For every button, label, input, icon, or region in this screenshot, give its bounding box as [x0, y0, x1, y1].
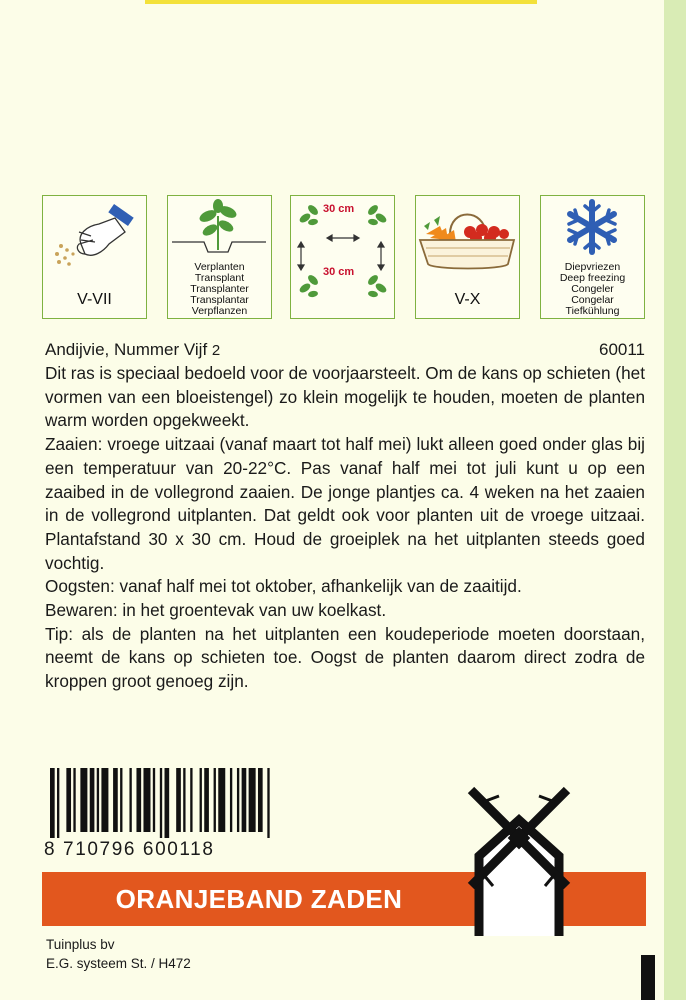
harvest-basket-icon	[416, 196, 518, 284]
barcode-bar	[214, 768, 216, 832]
barcode-bar	[165, 768, 170, 838]
transplant-icon-box	[167, 195, 272, 319]
barcode-bar	[120, 768, 122, 832]
right-edge-strip	[664, 0, 686, 1000]
transplant-label: Transplanter	[190, 283, 249, 295]
barcode-bar	[129, 768, 131, 832]
freezing-labels	[541, 262, 644, 317]
brand-name: ORANJEBAND ZADEN	[115, 884, 403, 914]
barcode-bar	[242, 768, 247, 832]
transplant-label: Transplant	[194, 272, 245, 284]
barcode-bar	[218, 768, 225, 832]
tip-text: : als de planten na het uitplanten een koudeperiode moeten doorstaan, neemt de kans op schieten toe. Oogst de planten daarom direct zodra de kroppen groot genoeg zijn.	[45, 623, 645, 692]
intro-paragraph: Dit ras is speciaal bedoeld voor de voorjaarsteelt. Om de kans op schieten (het vormen van een bloeistengel) zo klein mogelijk te houden, moeten de planten warm worden opgekweekt.	[45, 363, 645, 431]
product-title	[45, 340, 220, 360]
barcode-bar	[73, 768, 75, 832]
barcode-bar	[160, 768, 162, 838]
barcode-bar	[183, 768, 185, 832]
transplant-label: Verpflanzen	[191, 305, 248, 317]
storage-text: : in het groentevak van uw koelkast.	[112, 600, 387, 621]
product-name: Andijvie, Nummer Vijf	[45, 340, 208, 359]
windmill-logo	[463, 786, 575, 936]
sowing-period: V-VII	[77, 291, 112, 308]
freezing-label: Congelar	[571, 294, 614, 306]
instructions	[45, 362, 645, 694]
sowing-text: : vroege uitzaai (vanaf maart tot half mei) lukt alleen goed onder glas bij een temperatuur van 20-22°C. Pas vanaf half mei tot juli kunt u op een zaaibed in de vollegrond zaaien. De jonge plantjes ca. 4 weken na het zaaien in de vollegrond uitplanten. Dat geldt ook voor planten uit de vroege uitzaai. Plantafstand 30 x 30 cm. Houd de groeiplek na het uitplanten steeds goed vochtig.	[45, 434, 645, 573]
barcode-bar	[97, 768, 99, 832]
barcode-bar	[136, 768, 141, 832]
barcode-bar	[204, 768, 209, 832]
barcode-bar	[249, 768, 256, 832]
barcode-bar	[258, 768, 263, 832]
product-code: 60011	[598, 340, 645, 359]
transplant-label: Verplanten	[194, 261, 245, 273]
freezing-label: Tiefkühlung	[565, 305, 620, 317]
harvest-icon-box	[415, 195, 520, 319]
barcode-bar	[190, 768, 192, 832]
footer	[46, 935, 191, 973]
transplant-icon	[168, 196, 270, 258]
transplant-labels	[168, 262, 271, 317]
harvest-text: : vanaf half mei tot oktober, afhankelijk van de zaaitijd.	[109, 576, 522, 597]
spacing-icon-box	[290, 195, 395, 319]
tip-label: Tip	[45, 623, 69, 644]
bottom-black-tab	[641, 955, 655, 1000]
barcode-bar	[153, 768, 155, 832]
barcode-bar	[143, 768, 150, 832]
sowing-paragraph	[45, 433, 645, 575]
top-color-strip	[145, 0, 537, 4]
sowing-label: Zaaien	[45, 434, 98, 455]
barcode-bar	[230, 768, 232, 832]
barcode-bar	[101, 768, 108, 832]
freezing-label: Diepvriezen	[564, 261, 621, 273]
barcode-bar	[237, 768, 239, 832]
barcode-digits: 8 710796 600118	[44, 839, 215, 860]
harvest-label: Oogsten	[45, 576, 110, 597]
barcode-bar	[113, 768, 118, 832]
freezing-label: Congeler	[571, 283, 614, 295]
barcode-bar	[57, 768, 59, 838]
storage-label: Bewaren	[45, 600, 113, 621]
barcode-bar	[50, 768, 55, 838]
freezing-label: Deep freezing	[559, 272, 626, 284]
barcode-bar	[176, 768, 181, 832]
harvest-period: V-X	[454, 291, 481, 308]
storage-paragraph	[45, 599, 645, 623]
barcode-bar	[66, 768, 71, 832]
barcode-bar	[80, 768, 87, 832]
barcode-bar	[267, 768, 269, 838]
footer-company: Tuinplus bv	[46, 937, 115, 952]
product-title-suffix: 2	[211, 342, 221, 359]
product-header	[45, 340, 645, 362]
footer-certification: E.G. systeem St. / H472	[46, 956, 191, 971]
tip-paragraph	[45, 623, 645, 694]
spacing-label-side: 30 cm	[323, 266, 355, 278]
icon-row	[42, 195, 646, 321]
harvest-paragraph	[45, 575, 645, 599]
barcode-bar	[90, 768, 95, 832]
sowing-icon-box	[42, 195, 147, 319]
barcode-bar	[200, 768, 202, 832]
snowflake-icon	[541, 196, 643, 258]
freezing-icon-box	[540, 195, 645, 319]
transplant-label: Transplantar	[190, 294, 249, 306]
barcode	[50, 768, 272, 838]
sowing-hand-icon	[43, 196, 145, 284]
spacing-label-top: 30 cm	[323, 203, 355, 215]
